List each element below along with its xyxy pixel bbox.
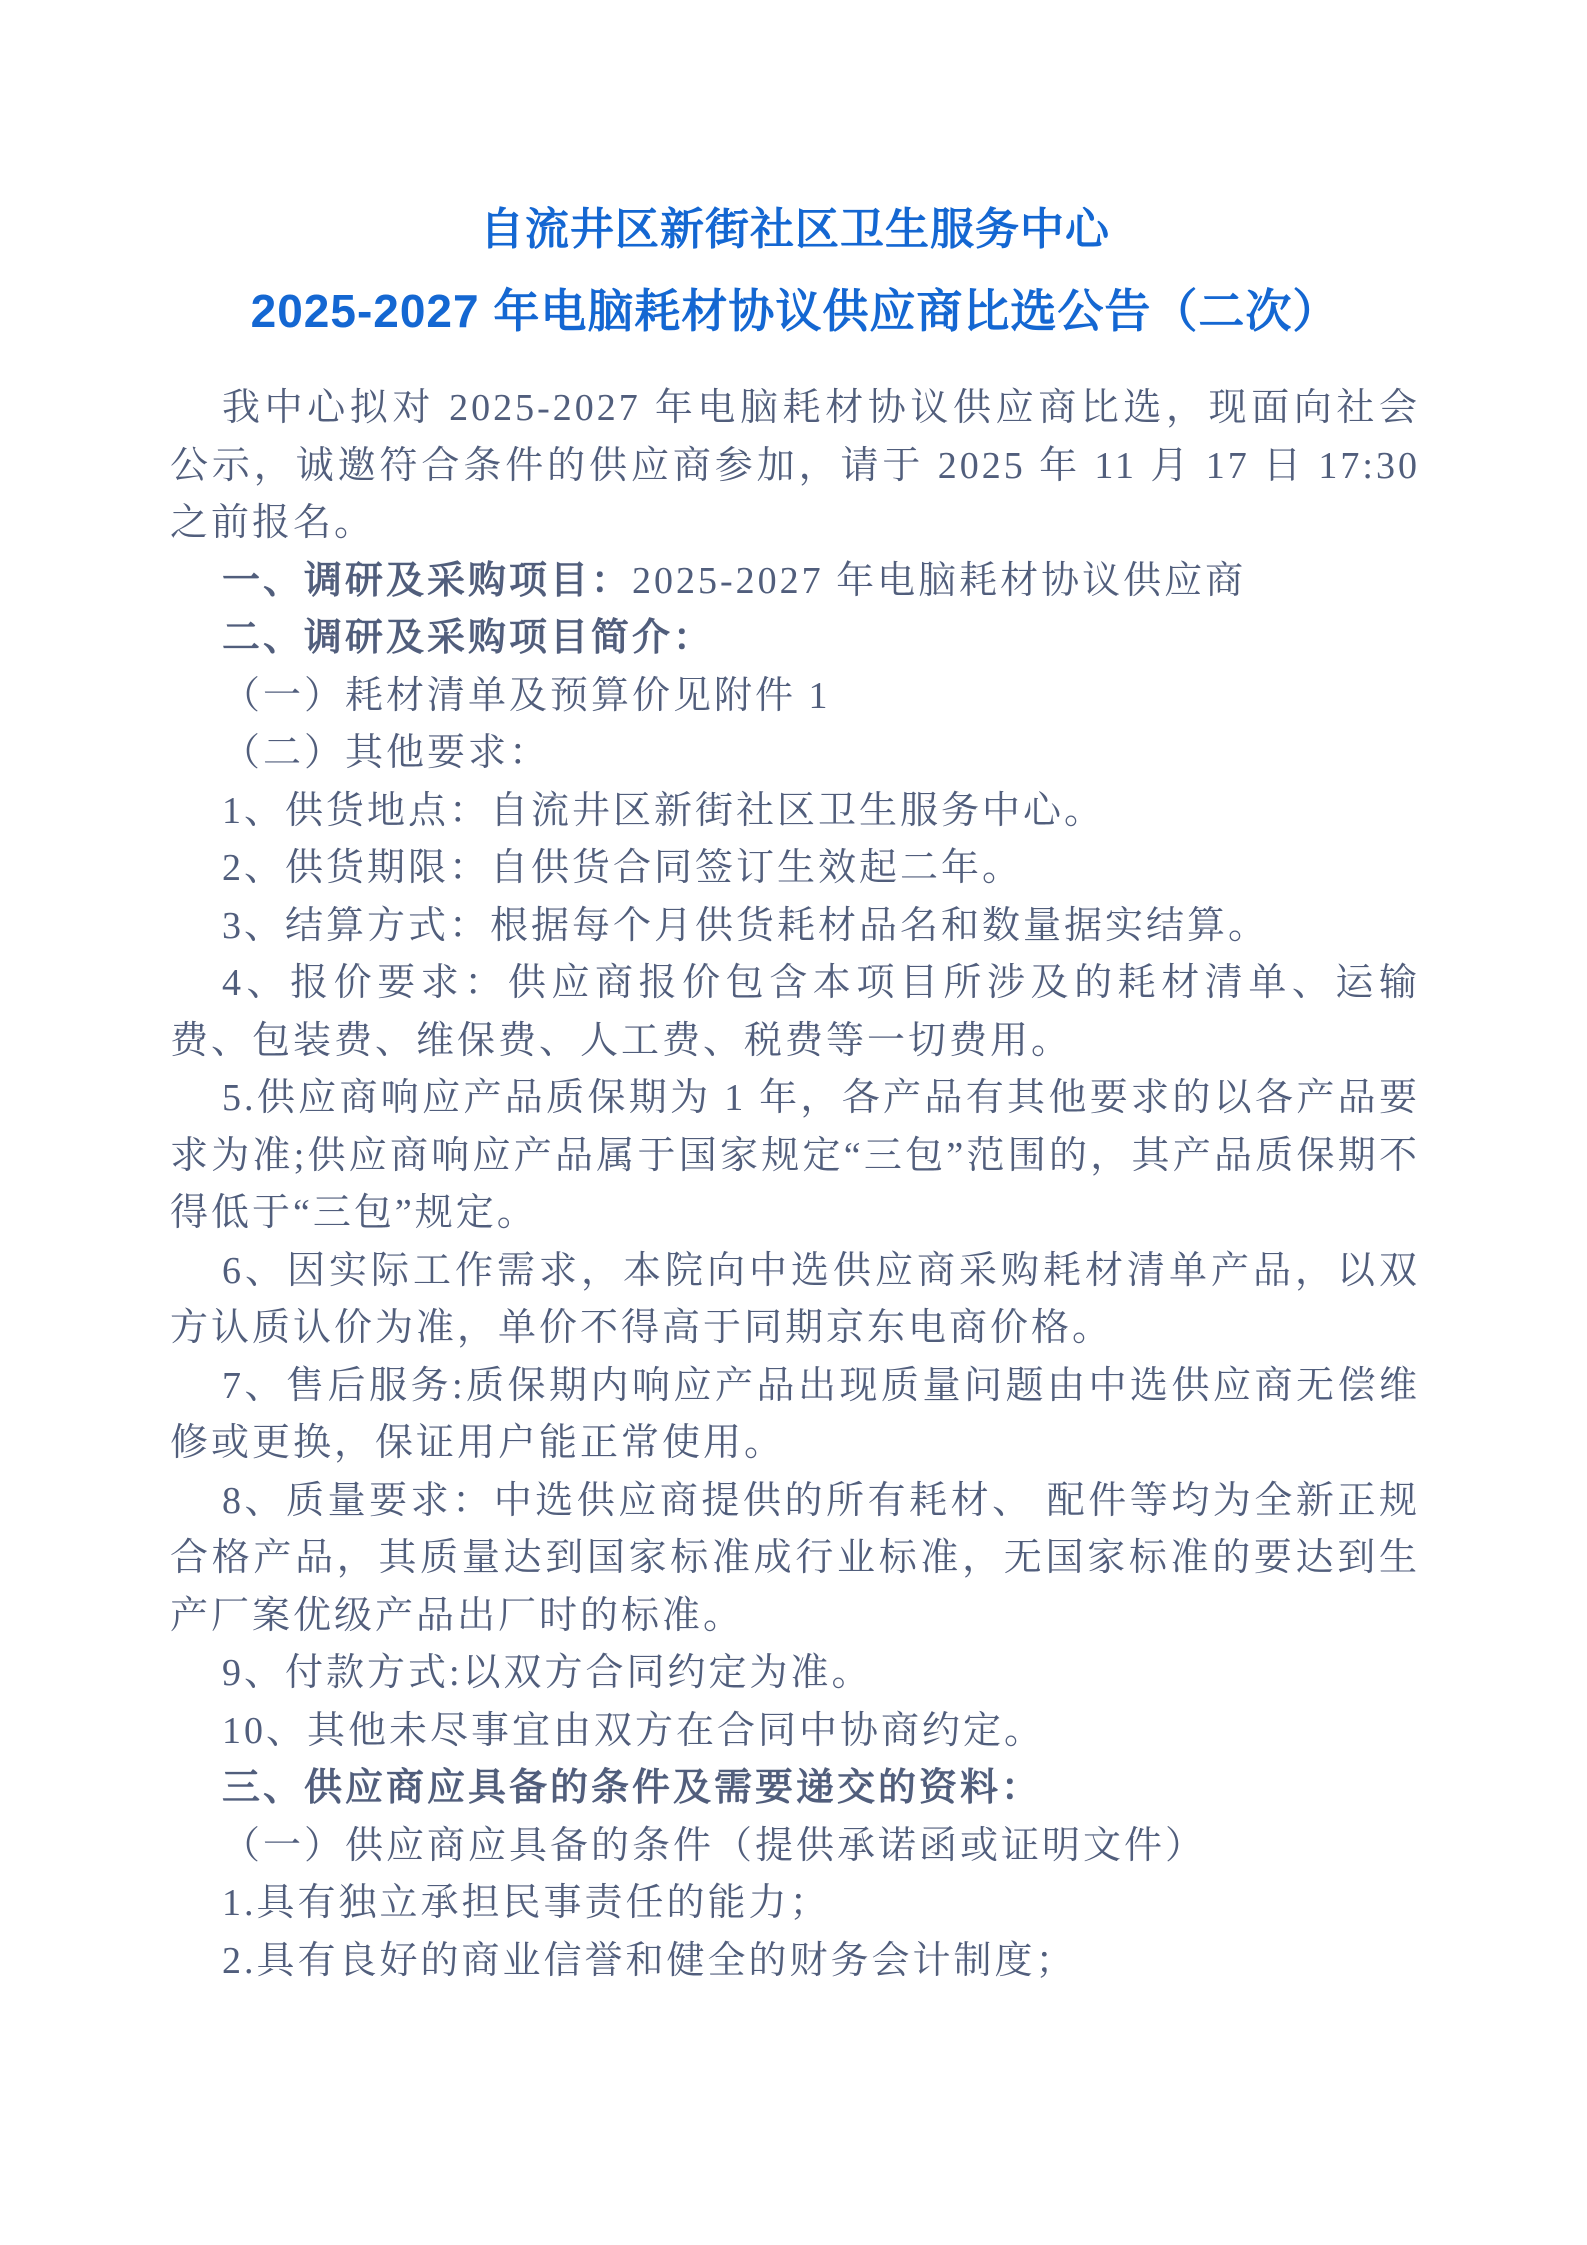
paragraph: [170, 1933, 1420, 1991]
paragraph-bold-run: 三、供应商应具备的条件及需要递交的资料：: [222, 1767, 1043, 1809]
paragraph: [170, 1703, 1420, 1761]
document-body: [170, 380, 1420, 1990]
paragraph-run: 3、结算方式：根据每个月供货耗材品名和数量据实结算。: [222, 904, 1270, 947]
paragraph-run: 1.具有独立承担民事责任的能力；: [222, 1882, 831, 1924]
paragraph-run: 2025-2027 年电脑耗材协议供应商: [632, 559, 1247, 602]
paragraph: [170, 955, 1420, 1070]
paragraph-run: （二）其他要求：: [222, 732, 551, 774]
paragraph-run: 1、供货地点：自流井区新街社区卫生服务中心。: [222, 789, 1106, 832]
paragraph: [170, 553, 1420, 611]
paragraph-run: 5.供应商响应产品质保期为 1 年，各产品有其他要求的以各产品要求为准;供应商响应产品属于国家规定“三包”范围的，其产品质保期不得低于“三包”规定。: [170, 1077, 1420, 1234]
paragraph: [170, 1473, 1420, 1646]
paragraph: [170, 898, 1420, 956]
paragraph-run: （一）耗材清单及预算价见附件 1: [222, 674, 831, 717]
paragraph: [170, 668, 1420, 726]
paragraph: [170, 1358, 1420, 1473]
paragraph: [170, 840, 1420, 898]
paragraph-run: 10、其他未尽事宜由双方在合同中协商约定。: [222, 1709, 1046, 1752]
paragraph: [170, 1243, 1420, 1358]
paragraph: [170, 1818, 1420, 1876]
paragraph-run: 7、售后服务:质保期内响应产品出现质量问题由中选供应商无偿维修或更换，保证用户能正常使用。: [170, 1364, 1420, 1464]
paragraph-run: 我中心拟对 2025-2027 年电脑耗材协议供应商比选，现面向社会公示，诚邀符合条件的供应商参加，请于 2025 年 11 月 17 日 17:30 之前报名。: [170, 387, 1420, 544]
paragraph: [170, 1070, 1420, 1243]
paragraph-bold-run: 二、调研及采购项目简介：: [222, 617, 715, 659]
paragraph: [170, 1645, 1420, 1703]
paragraph-run: 8、质量要求：中选供应商提供的所有耗材、 配件等均为全新正规合格产品，其质量达到国家标准成行业标准，无国家标准的要达到生产厂案优级产品出厂时的标准。: [170, 1479, 1420, 1637]
paragraph-run: 6、因实际工作需求，本院向中选供应商采购耗材清单产品，以双方认质认价为准，单价不得高于同期京东电商价格。: [170, 1249, 1420, 1349]
paragraph-run: 9、付款方式:以双方合同约定为准。: [222, 1652, 873, 1694]
paragraph: [170, 725, 1420, 783]
paragraph: [170, 783, 1420, 841]
paragraph-run: （一）供应商应具备的条件（提供承诺函或证明文件）: [222, 1824, 1207, 1867]
paragraph: [170, 1875, 1420, 1933]
document-title-line1: 自流井区新街社区卫生服务中心: [480, 205, 1110, 254]
document-content: [170, 0, 1420, 1990]
document-title-line2: 2025-2027 年电脑耗材协议供应商比选公告（二次）: [250, 285, 1340, 337]
paragraph-bold-run: 一、调研及采购项目：: [222, 559, 633, 602]
paragraph: [170, 1760, 1420, 1818]
paragraph-run: 2、供货期限：自供货合同签订生效起二年。: [222, 847, 1024, 889]
paragraph-run: 4、报价要求：供应商报价包含本项目所涉及的耗材清单、运输费、包装费、维保费、人工费、税费等一切费用。: [170, 962, 1420, 1062]
paragraph: [170, 380, 1420, 553]
paragraph: [170, 610, 1420, 668]
paragraph-run: 2.具有良好的商业信誉和健全的财务会计制度；: [222, 1939, 1077, 1982]
